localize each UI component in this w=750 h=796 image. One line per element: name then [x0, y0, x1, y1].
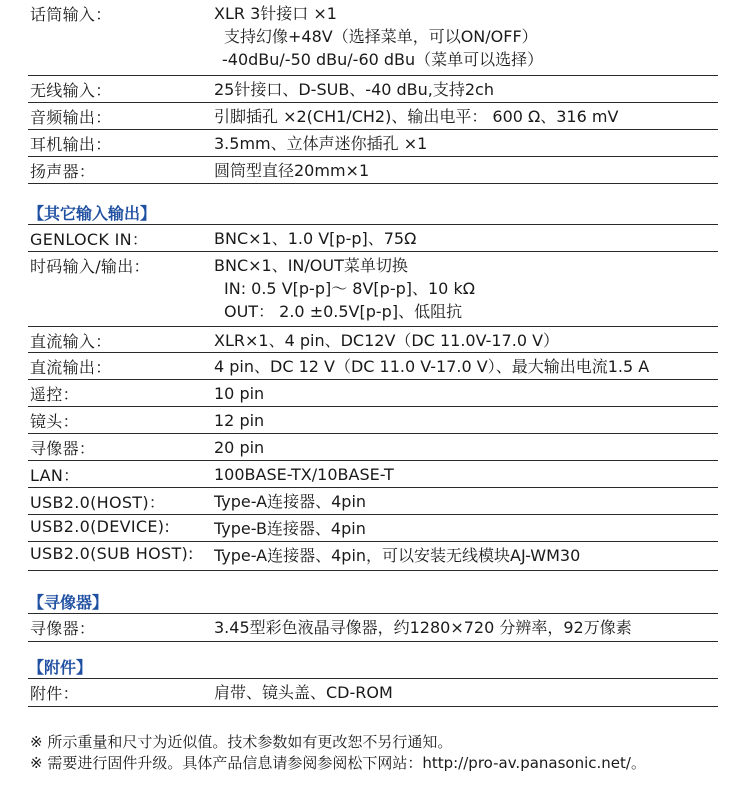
- spec-value: 圆筒型直径20mm×1: [214, 161, 370, 180]
- spec-label: 耳机输出：: [30, 135, 112, 154]
- spec-value: 3.5mm、立体声迷你插孔 ×1: [214, 134, 428, 153]
- spec-value: 3.45型彩色液晶寻像器，约1280×720 分辨率，92万像素: [214, 618, 632, 637]
- spec-label: LAN：: [30, 466, 80, 485]
- spec-value: 引脚插孔 ×2(CH1/CH2)、输出电平： 600 Ω、316 mV: [214, 107, 619, 126]
- spec-label: 附件：: [30, 684, 79, 703]
- spec-value: XLR×1、4 pin、DC12V（DC 11.0V-17.0 V）: [214, 331, 560, 350]
- footnote: ※ 所示重量和尺寸为近似值。技术参数如有更改恕不另行通知。: [30, 733, 453, 751]
- spec-value: BNC×1、1.0 V[p-p]、75Ω: [214, 229, 417, 248]
- spec-value-line: -40dBu/-50 dBu/-60 dBu（菜单可以选择）: [222, 50, 544, 69]
- spec-row-genlock: [28, 225, 718, 252]
- spec-value: Type-A连接器、4pin: [214, 492, 367, 511]
- spec-label: 无线输入：: [30, 81, 112, 100]
- spec-value: 100BASE-TX/10BASE-T: [214, 465, 394, 484]
- spec-value-line: IN: 0.5 V[p-p]～ 8V[p-p]、10 kΩ: [224, 279, 475, 298]
- spec-row-viewfinder: [28, 614, 718, 642]
- spec-value: [214, 2, 543, 71]
- spec-label: USB2.0(DEVICE):: [30, 517, 171, 536]
- spec-label: 直流输出：: [30, 358, 112, 377]
- spec-label: 直流输入：: [30, 332, 112, 351]
- spec-row: [28, 76, 718, 103]
- section-title-viewfinder: 【寻像器】: [28, 593, 109, 612]
- spec-row: [28, 353, 718, 380]
- spec-value: Type-B连接器、4pin: [214, 519, 366, 538]
- spec-label: USB2.0(HOST)：: [30, 493, 166, 512]
- spec-value-line: BNC×1、IN/OUT菜单切换: [214, 256, 408, 275]
- spec-row: [28, 434, 718, 461]
- spec-label: 寻像器：: [30, 619, 96, 638]
- spec-row: [28, 515, 718, 542]
- spec-value: 12 pin: [214, 411, 265, 430]
- spec-label: 寻像器：: [30, 439, 96, 458]
- spec-value: 4 pin、DC 12 V（DC 11.0 V-17.0 V）、最大输出电流1.5 A: [214, 357, 650, 376]
- spec-label: 话筒输入：: [30, 5, 112, 24]
- spec-row: [28, 488, 718, 515]
- spec-row: [28, 157, 718, 184]
- spec-value-line: 支持幻像+48V（选择菜单，可以ON/OFF）: [224, 27, 538, 46]
- spec-label: 遥控：: [30, 385, 79, 404]
- spec-value: 肩带、镜头盖、CD-ROM: [214, 683, 393, 702]
- spec-value: Type-A连接器、4pin，可以安装无线模块AJ-WM30: [214, 546, 581, 565]
- spec-value: 10 pin: [214, 384, 265, 403]
- spec-row: [28, 103, 718, 130]
- spec-row: [28, 130, 718, 157]
- spec-row: [28, 542, 718, 571]
- spec-value-line: OUT： 2.0 ±0.5V[p-p]、低阻抗: [224, 302, 463, 321]
- spec-label: 音频输出：: [30, 108, 112, 127]
- spec-row-accessories: [28, 679, 718, 707]
- spec-row: [28, 461, 718, 488]
- footnote: ※ 需要进行固件升级。具体产品信息请参阅参阅松下网站：http://pro-av.panasonic.net/。: [30, 754, 646, 772]
- spec-row: [28, 380, 718, 407]
- spec-row-timecode: [28, 252, 718, 327]
- spec-label: USB2.0(SUB HOST):: [30, 544, 194, 563]
- spec-row-mic-input: [28, 0, 718, 76]
- spec-row: [28, 327, 718, 353]
- spec-label: 时码输入/输出：: [30, 257, 150, 276]
- section-title-accessories: 【附件】: [28, 658, 93, 677]
- spec-label: 扬声器：: [30, 162, 96, 181]
- spec-row: [28, 407, 718, 434]
- spec-label: 镜头：: [30, 412, 79, 431]
- section-title-other-io: 【其它输入输出】: [28, 204, 157, 223]
- spec-value-line: XLR 3针接口 ×1: [214, 4, 337, 23]
- spec-value: [214, 254, 475, 323]
- spec-value: 20 pin: [214, 438, 265, 457]
- spec-value: 25针接口、D-SUB、-40 dBu,支持2ch: [214, 80, 494, 99]
- spec-label: GENLOCK IN：: [30, 230, 149, 249]
